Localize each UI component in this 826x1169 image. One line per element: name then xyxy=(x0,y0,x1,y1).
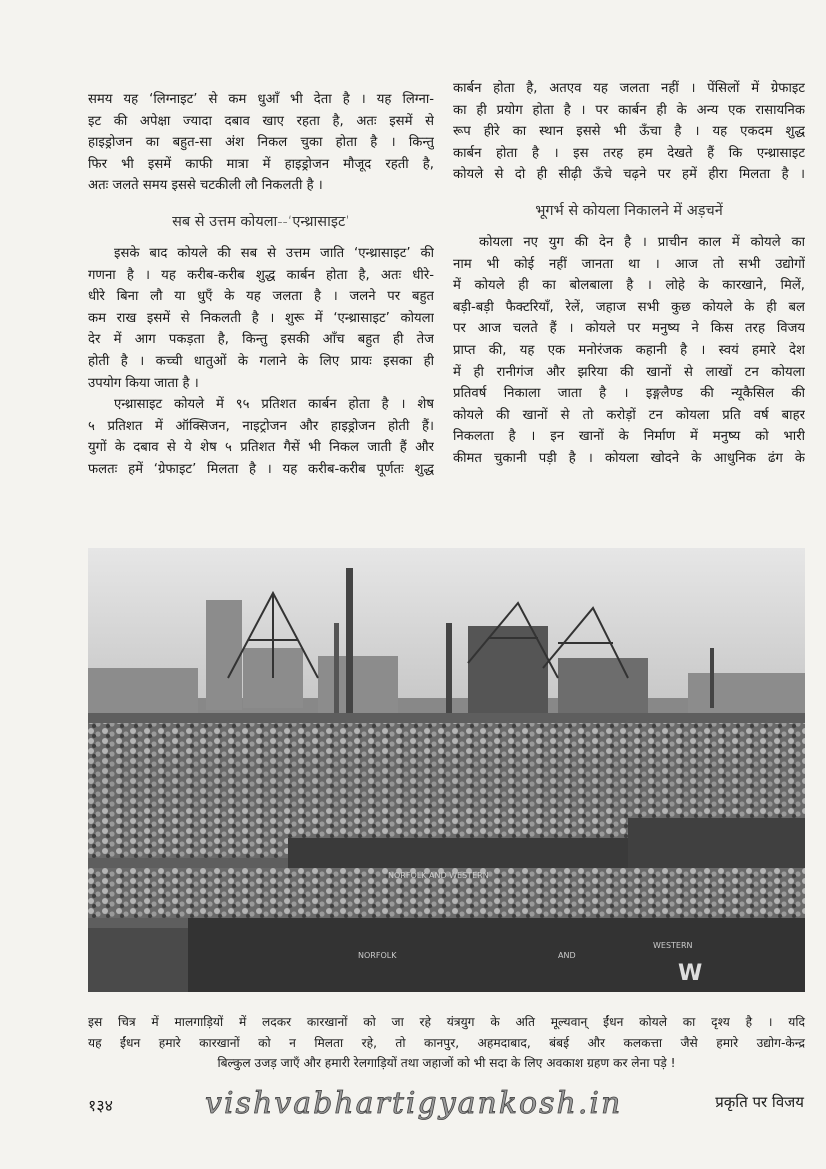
caption-line: बिल्कुल उजड़ जाएँ और हमारी रेलगाड़ियों तथा जहाजों को भी सदा के लिए अवकाश ग्रहण कर लेना पड़े ! xyxy=(217,1056,676,1070)
paragraph xyxy=(453,232,805,470)
paragraph xyxy=(88,89,434,197)
text-line: रूप हीरे का स्थान इससे भी ऊँचा है । यह एकदम शुद्ध xyxy=(453,124,805,140)
text-line: नाम भी कोई नहीं जानता था । आज तो सभी उद्योगों xyxy=(453,256,805,272)
wagon-lettering: WESTERN xyxy=(653,941,693,950)
section-heading: सब से उत्तम कोयला--‘एन्थ्रासाइट’ xyxy=(172,213,350,230)
text-line: का ही प्रयोग होता है । पर कार्बन ही के अन्य एक रासायनिक xyxy=(453,102,805,118)
text-line: प्राप्त की, यह एक मनोरंजक कहानी है । स्वयं हमारे देश xyxy=(453,342,805,358)
text-line: धीरे बिना लौ या धुएँ के यह जलता है । जलने पर बहुत xyxy=(88,289,434,305)
text-line: में कोयले ही का बोलबाला है । लोहे के कारखाने, मिलें, xyxy=(453,278,805,294)
photo-caption xyxy=(88,1012,805,1074)
text-line: कोयले से दो ही सीढ़ी ऊँचे चढ़ने पर हमें हीरा मिलता है । xyxy=(453,167,805,183)
section-heading: भूगर्भ से कोयला निकालने में अड़चनें xyxy=(535,202,723,219)
text-line: इट की अपेक्षा ज्यादा दबाव खाए रहता है, अतः इसमें से xyxy=(88,113,434,129)
paragraph xyxy=(88,243,434,394)
text-line: इसके बाद कोयले की सब से उत्तम जाति ‘एन्थ्रासाइट’ की xyxy=(114,245,434,261)
paragraph xyxy=(453,78,805,186)
coal-wagons-photo xyxy=(88,548,805,992)
text-line: फिर भी इसमें काफी मात्रा में हाइड्रोजन मौजूद रहती है, xyxy=(88,156,434,172)
text-line: पर आज चलते हैं । कोयले पर मनुष्य ने किस तरह विजय xyxy=(453,321,805,337)
wagon-lettering: NORFOLK xyxy=(358,951,397,960)
text-line: कीमत चुकानी पड़ी है । कोयला खोदने के आधुनिक ढंग के xyxy=(453,450,805,466)
text-line: होती है । कच्ची धातुओं के गलाने के लिए प्रायः इसका ही xyxy=(88,353,434,369)
wagon-logo: W xyxy=(678,961,703,986)
text-line: में ही रानीगंज और झरिया की खानों से लाखों टन कोयला xyxy=(453,364,805,380)
wagon-lettering: AND xyxy=(558,951,576,960)
text-line: कार्बन होता है, अतएव यह जलता नहीं । पेंसिलों में ग्रेफाइट xyxy=(453,81,805,96)
wagon-lettering: NORFOLK AND WESTERN xyxy=(388,871,489,880)
text-line: गणना है । यह करीब-करीब शुद्ध कार्बन होता है, अतः धीरे- xyxy=(88,267,434,283)
text-line: एन्थ्रासाइट कोयले में ९५ प्रतिशत कार्बन होता है । शेष xyxy=(114,397,434,413)
text-line: फलतः हमें ‘ग्रेफाइट’ मिलता है । यह करीब-करीब पूर्णतः शुद्ध xyxy=(88,461,434,477)
paragraph xyxy=(88,394,434,480)
text-line: बड़ी-बड़ी फैक्टरियाँ, रेलें, जहाज सभी कुछ कोयले के ही बल xyxy=(453,299,805,315)
text-line: उपयोग किया जाता है । xyxy=(88,375,199,391)
text-line: कार्बन होता है । इस तरह हम देखते हैं कि एन्थ्रासाइट xyxy=(453,145,805,161)
text-line: हाइड्रोजन का बहुत-सा अंश निकल चुका होता है । किन्तु xyxy=(88,135,434,151)
text-line: कोयले की खानों से तो करोड़ों टन कोयला प्रति वर्ष बाहर xyxy=(453,407,805,423)
text-line: देर में आग पकड़ता है, किन्तु इसकी आँच बहुत ही तेज xyxy=(88,332,434,348)
text-line: प्रतिवर्ष निकाला जाता है । इङ्गलैण्ड की न्यूकैसिल की xyxy=(453,386,805,402)
watermark: vishvabhartigyankosh.in xyxy=(205,1086,623,1121)
caption-line: इस चित्र में मालगाड़ियों में लदकर कारखानों को जा रहे यंत्रयुग के अति मूल्यवान् ईंधन कोयले का दृश्य है । यदि xyxy=(88,1015,805,1029)
text-line: निकलता है । इन खानों के निर्माण में मनुष्य को भारी xyxy=(453,429,805,445)
text-line: ५ प्रतिशत में ऑक्सिजन, नाइट्रोजन और हाइड्रोजन होती हैं। xyxy=(88,418,434,434)
text-line: युगों के दबाव से ये शेष ५ प्रतिशत गैसें भी निकल जाती हैं और xyxy=(88,440,434,456)
running-title: प्रकृति पर विजय xyxy=(715,1093,804,1111)
text-line: समय यह ‘लिग्नाइट’ से कम धुआँ भी देता है । यह लिग्ना- xyxy=(88,92,434,107)
left-column xyxy=(88,89,434,481)
text-line: अतः जलते समय इससे चटकीली लौ निकलती है । xyxy=(88,178,323,194)
page-number: १३४ xyxy=(88,1096,113,1115)
right-column xyxy=(453,78,805,470)
caption-line: यह ईंधन हमारे कारखानों को न मिलता रहे, तो कानपुर, अहमदाबाद, बंबई और कलकत्ता जैसे हमारे उद्योग-केन्द्र xyxy=(88,1035,805,1050)
text-line: कोयला नए युग की देन है । प्राचीन काल में कोयले का xyxy=(479,234,805,250)
text-line: कम राख इसमें से निकलती है । शुरू में ‘एन्थ्रासाइट’ कोयला xyxy=(88,310,434,326)
